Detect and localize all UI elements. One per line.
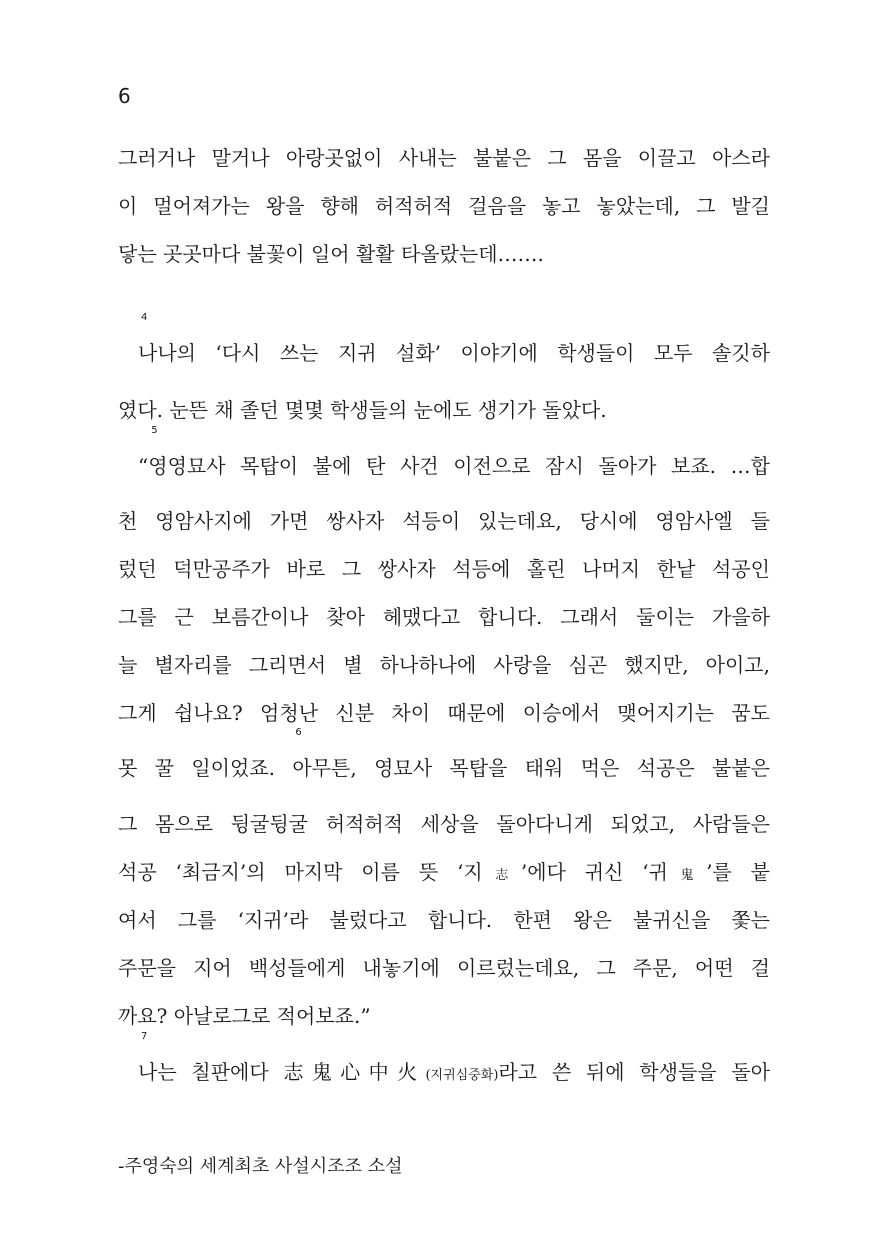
text-line-8: 렀던 덕만공주가 바로 그 쌍사자 석등에 홀린 나머지 한낱 석공인 <box>118 557 770 581</box>
text-line-14: 석공 ‘최금지’의 마지막 이름 뜻 ‘지志’에다 귀신 ‘귀鬼’를 붙 <box>118 860 770 884</box>
text-line-12: 못 꿀 일이었죠. 6 아무튼, 영묘사 목탑을 태워 먹은 석공은 불붙은 <box>118 748 770 788</box>
page-number: 6 <box>118 84 131 108</box>
text-line-6: “ 5 영영묘사 목탑이 불에 탄 사건 이전으로 잠시 돌아가 보죠. …합 <box>118 446 770 486</box>
text-line-6-rest: 영묘사 목탑이 불에 탄 사건 이전으로 잠시 돌아가 보죠. …합 <box>167 454 770 478</box>
footer-source: -주영숙의 세계최초 사설시조조 소설 <box>118 1156 403 1177</box>
text-line-9: 그를 근 보름간이나 찾아 헤맸다고 합니다. 그래서 둘이는 가을하 <box>118 605 770 629</box>
footnote-marker-6: 6 아 <box>292 727 312 780</box>
text-line-2: 이 멀어져가는 왕을 향해 허적허적 걸음을 놓고 놓았는데, 그 발길 <box>118 194 770 218</box>
text-line-13: 그 몸으로 뒹굴뒹굴 허적허적 세상을 돌아다니게 되었고, 사람들은 <box>118 812 770 836</box>
text-line-10: 늘 별자리를 그리면서 별 하나하나에 사랑을 심곤 했지만, 아이고, <box>118 653 770 677</box>
text-line-16: 주문을 지어 백성들에게 내놓기에 이르렀는데요, 그 주문, 어떤 걸 <box>118 956 770 980</box>
text-line-3: 닿는 곳곳마다 불꽃이 일어 활활 타올랐는데……. <box>118 242 544 266</box>
footnote-marker-7: 7 나 <box>138 1031 158 1084</box>
text-line-18: 7 나는 칠판에다 志鬼心中火(지귀심중화)라고 쓴 뒤에 학생들을 돌아 <box>118 1052 770 1092</box>
text-line-5: 였다. 눈뜬 채 졸던 몇몇 학생들의 눈에도 생기가 돌았다. <box>118 398 607 422</box>
text-line-15: 여서 그를 ‘지귀’라 불렀다고 합니다. 한편 왕은 불귀신을 쫓는 <box>118 908 770 932</box>
text-line-4 <box>118 312 770 373</box>
text-line-11: 그게 쉽나요? 엄청난 신분 차이 때문에 이승에서 맺어지기는 꿈도 <box>118 701 770 725</box>
text-line-4-rest: 나의 ‘다시 쓰는 지귀 설화’ 이야기에 학생들이 모두 솔깃하 <box>157 341 770 365</box>
footnote-marker-4: 4 나 <box>138 312 158 365</box>
text-line-7: 천 영암사지에 가면 쌍사자 석등이 있는데요, 당시에 영암사엘 들 <box>118 509 770 533</box>
text-line-17: 까요? 아날로그로 적어보죠.” <box>118 1004 371 1028</box>
text-line-1: 그러거나 말거나 아랑곳없이 사내는 불붙은 그 몸을 이끌고 아스라 <box>118 146 770 170</box>
footnote-marker-5: 5 영 <box>148 425 168 478</box>
